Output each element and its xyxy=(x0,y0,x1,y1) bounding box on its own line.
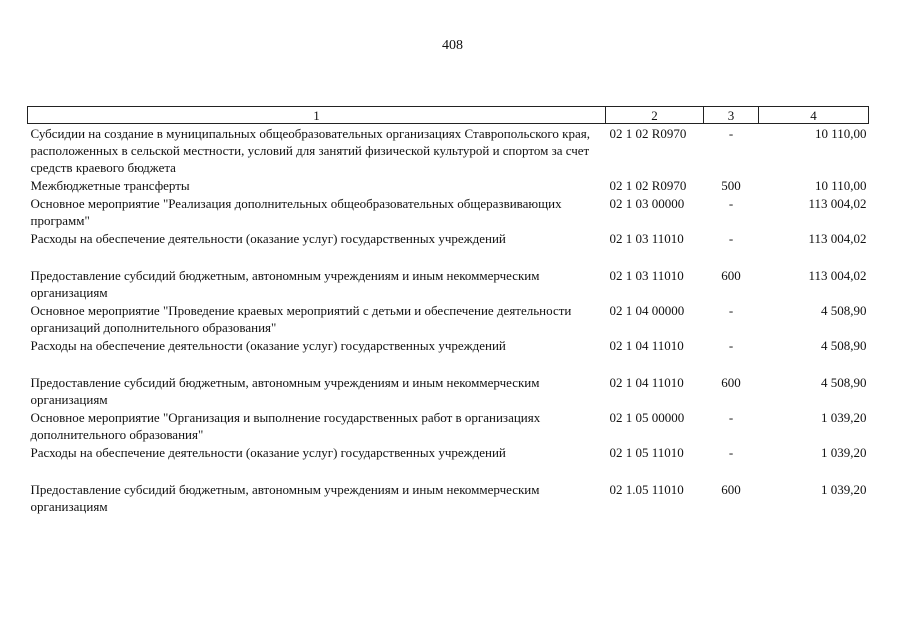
row-expense-type: - xyxy=(728,303,734,318)
table-row xyxy=(28,443,869,480)
column-header-4: 4 xyxy=(759,107,869,124)
row-code: 02 1 02 R0970 xyxy=(609,178,687,193)
row-expense-type: - xyxy=(728,126,734,141)
row-code: 02 1 04 00000 xyxy=(609,303,685,318)
row-expense-type: 500 xyxy=(721,178,741,193)
row-expense-type: - xyxy=(728,231,734,246)
row-code: 02 1 03 00000 xyxy=(609,196,685,211)
row-code: 02 1 04 11010 xyxy=(609,338,684,353)
column-header-3: 3 xyxy=(704,107,759,124)
row-code: 02 1 05 11010 xyxy=(609,445,684,460)
row-amount: 4 508,90 xyxy=(821,303,867,318)
row-name: Предоставление субсидий бюджетным, автономным учреждениям и иным некоммерческим организациям xyxy=(30,375,540,407)
table-row xyxy=(28,301,869,336)
row-code: 02 1 03 11010 xyxy=(609,268,684,283)
row-amount: 113 004,02 xyxy=(808,196,867,211)
row-expense-type: 600 xyxy=(721,268,741,283)
table-row xyxy=(28,124,869,177)
page-number: 408 xyxy=(442,38,463,53)
row-name: Предоставление субсидий бюджетным, автономным учреждениям и иным некоммерческим организациям xyxy=(30,268,540,300)
row-amount: 10 110,00 xyxy=(814,126,867,141)
table-row xyxy=(28,229,869,266)
row-amount: 1 039,20 xyxy=(821,445,867,460)
table-row xyxy=(28,336,869,373)
table-row xyxy=(28,266,869,301)
row-name: Расходы на обеспечение деятельности (оказание услуг) государственных учреждений xyxy=(30,445,506,460)
column-header-2: 2 xyxy=(606,107,704,124)
row-expense-type: - xyxy=(728,445,734,460)
row-code: 02 1 04 11010 xyxy=(609,375,684,390)
column-header-1: 1 xyxy=(28,107,606,124)
row-code: 02 1 02 R0970 xyxy=(609,126,687,141)
row-name: Основное мероприятие "Проведение краевых мероприятий с детьми и обеспечение деятельности организаций дополнительного образования" xyxy=(30,303,572,335)
row-name: Предоставление субсидий бюджетным, автономным учреждениям и иным некоммерческим организациям xyxy=(30,482,540,514)
row-amount: 4 508,90 xyxy=(821,338,867,353)
row-expense-type: 600 xyxy=(721,482,741,497)
table-body xyxy=(28,124,869,516)
table-row xyxy=(28,480,869,515)
header-row xyxy=(28,107,869,124)
row-amount: 10 110,00 xyxy=(814,178,867,193)
row-expense-type: 600 xyxy=(721,375,741,390)
row-expense-type: - xyxy=(728,338,734,353)
table-row xyxy=(28,176,869,194)
row-code: 02 1.05 11010 xyxy=(609,482,684,497)
row-code: 02 1 05 00000 xyxy=(609,410,685,425)
row-code: 02 1 03 11010 xyxy=(609,231,684,246)
table-row xyxy=(28,373,869,408)
table-row xyxy=(28,408,869,443)
table-row xyxy=(28,194,869,229)
row-amount: 1 039,20 xyxy=(821,482,867,497)
row-name: Субсидии на создание в муниципальных общеобразовательных организациях Ставропольского края, расположенных в сельской местности, условий для занятий физической культурой и спортом за счет средств краевого бюджета xyxy=(30,126,590,175)
row-name: Расходы на обеспечение деятельности (оказание услуг) государственных учреждений xyxy=(30,338,506,353)
table-header xyxy=(28,107,869,124)
row-amount: 1 039,20 xyxy=(821,410,867,425)
row-expense-type: - xyxy=(728,196,734,211)
row-name: Межбюджетные трансферты xyxy=(30,178,190,193)
row-amount: 113 004,02 xyxy=(808,268,867,283)
row-name: Расходы на обеспечение деятельности (оказание услуг) государственных учреждений xyxy=(30,231,506,246)
row-amount: 4 508,90 xyxy=(821,375,867,390)
row-expense-type: - xyxy=(728,410,734,425)
budget-table xyxy=(27,106,869,515)
row-amount: 113 004,02 xyxy=(808,231,867,246)
row-name: Основное мероприятие "Реализация дополнительных общеобразовательных общеразвивающих программ" xyxy=(30,196,562,228)
row-name: Основное мероприятие "Организация и выполнение государственных работ в организациях дополнительного образования" xyxy=(30,410,541,442)
